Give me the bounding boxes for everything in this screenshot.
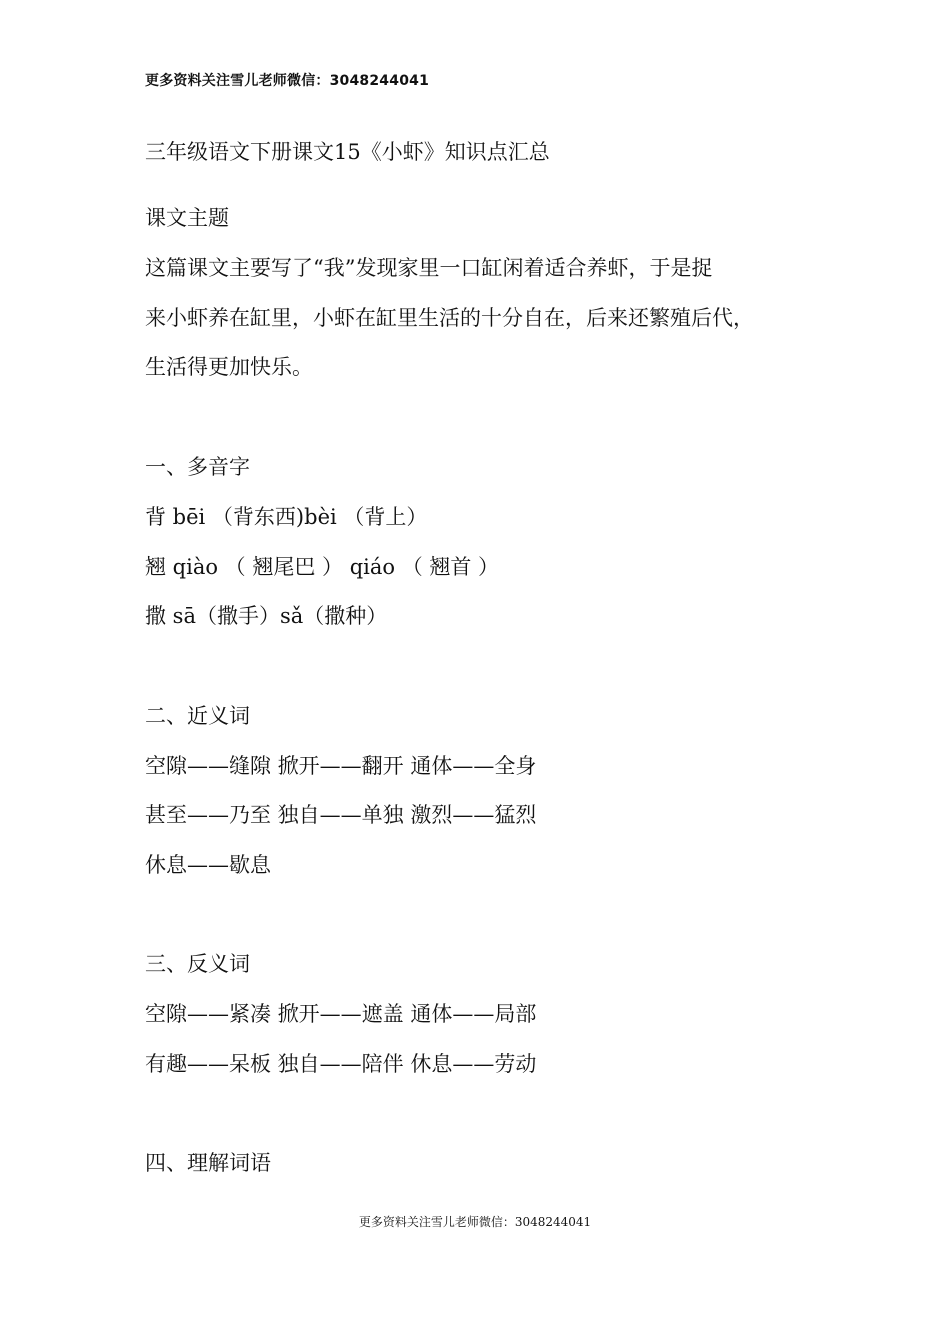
- polyphonic-heading: 一、多音字: [145, 455, 250, 479]
- understanding-heading: 四、理解词语: [145, 1151, 271, 1175]
- antonyms-heading: 三、反义词: [145, 952, 250, 976]
- theme-paragraph-line-2: 来小虾养在缸里，小虾在缸里生活的十分自在，后来还繁殖后代，: [145, 306, 754, 330]
- header-note: 更多资料关注雪儿老师微信：3048244041: [145, 73, 430, 89]
- document-title: 三年级语文下册课文15《小虾》知识点汇总: [145, 140, 550, 164]
- polyphonic-line-1: 背 bēi （背东西)bèi （背上）: [145, 505, 428, 529]
- theme-heading: 课文主题: [145, 206, 229, 230]
- synonyms-line-3: 休息——歇息: [145, 853, 271, 877]
- synonyms-line-2: 甚至——乃至 独自——单独 激烈——猛烈: [145, 803, 537, 827]
- polyphonic-line-3: 撒 sā（撒手）sǎ（撒种）: [145, 604, 388, 628]
- synonyms-line-1: 空隙——缝隙 掀开——翻开 通体——全身: [145, 754, 537, 778]
- theme-paragraph-line-3: 生活得更加快乐。: [145, 355, 313, 379]
- polyphonic-line-2: 翘 qiào （ 翘尾巴 ） qiáo （ 翘首 ）: [145, 555, 500, 579]
- footer-note: 更多资料关注雪儿老师微信：3048244041: [358, 1215, 592, 1229]
- antonyms-line-2: 有趣——呆板 独自——陪伴 休息——劳动: [145, 1052, 537, 1076]
- synonyms-heading: 二、近义词: [145, 704, 250, 728]
- antonyms-line-1: 空隙——紧凑 掀开——遮盖 通体——局部: [145, 1002, 537, 1026]
- theme-paragraph-line-1: 这篇课文主要写了“我”发现家里一口缸闲着适合养虾，于是捉: [145, 256, 713, 280]
